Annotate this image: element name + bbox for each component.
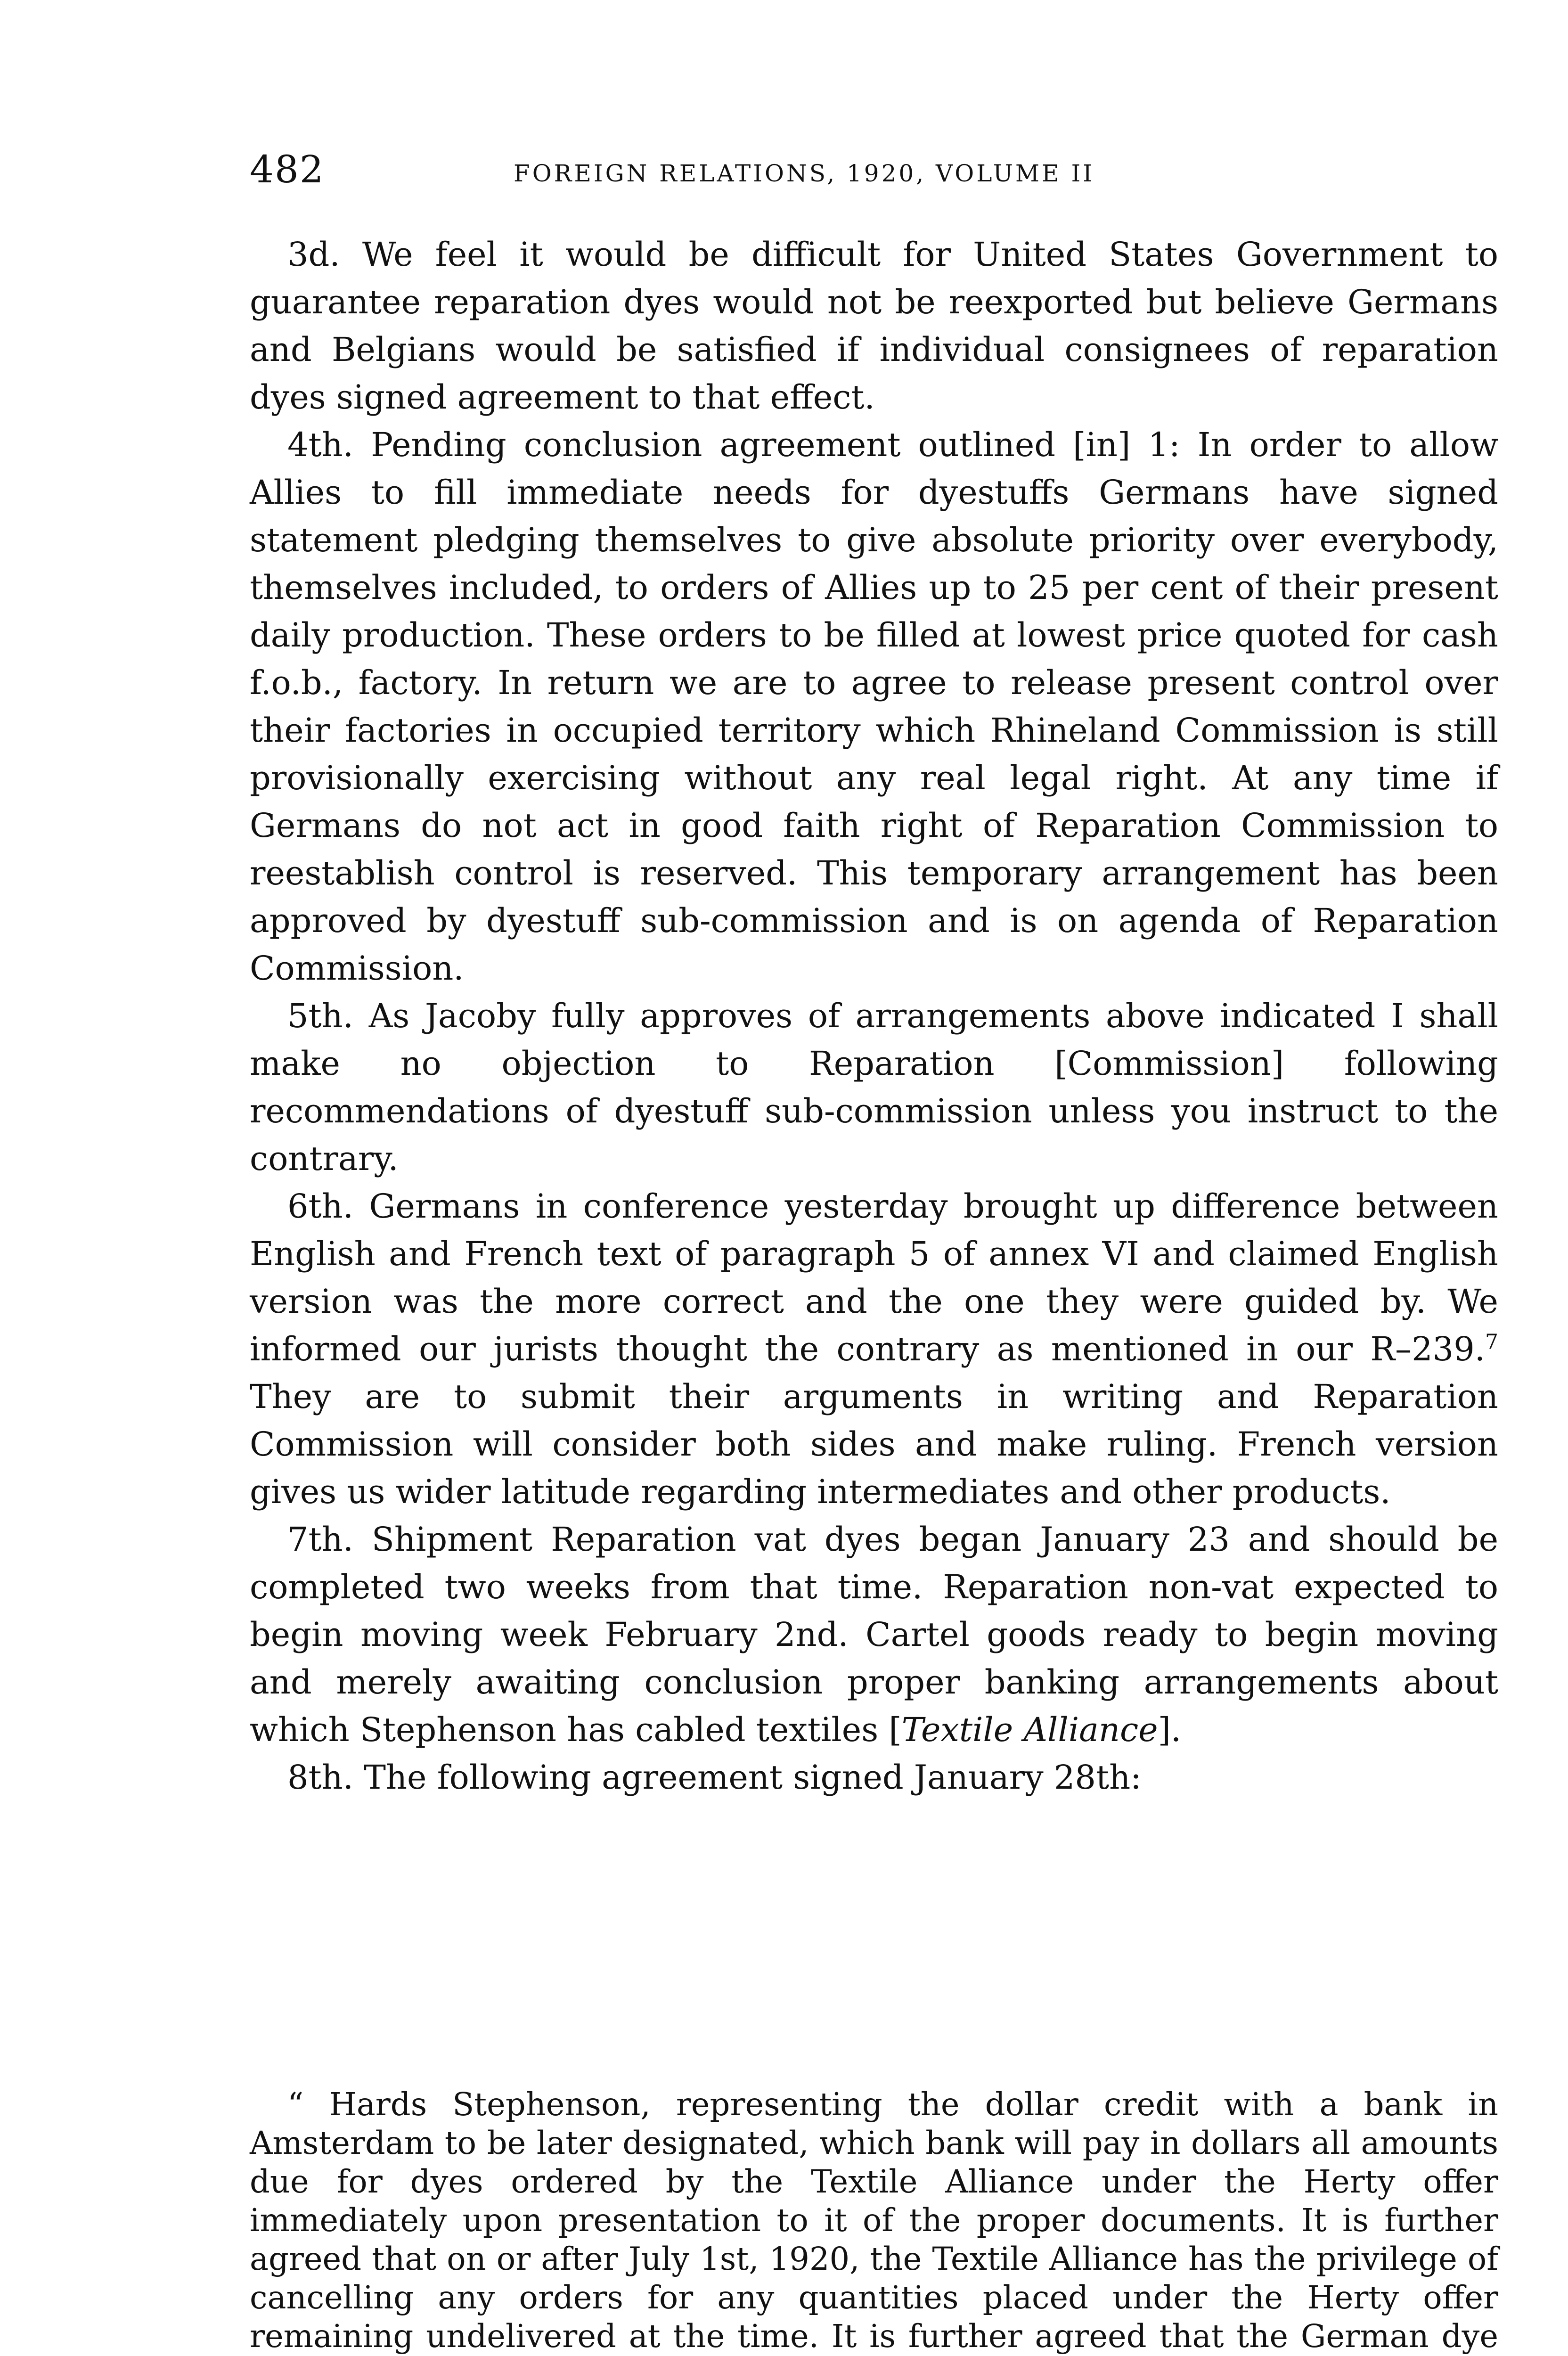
agreement-quote-text: “ Hards Stephenson, representing the dollar credit with a bank in Amsterdam to be later designated, which bank will pay in dollars all amounts due for dyes ordered by the Textile Alliance under the Herty offer immediately upon presentation to it of the proper documents. It is further agreed that on or after July 1st, 1920, the Textile Alliance has the privilege of cancelling any orders for any quantities placed under the Herty offer remaining undelivered at the time. It is further agreed that the German dye — [250, 2086, 1498, 2355]
agreement-quote — [250, 2085, 1498, 2356]
footnote-reference: 7 — [1485, 1330, 1498, 1354]
paragraph-6th — [250, 1183, 1498, 1516]
paragraph-7th-text-after: ]. — [1158, 1710, 1182, 1749]
page-header — [250, 144, 1503, 196]
paragraph-7th — [250, 1516, 1498, 1754]
paragraph-3d: 3d. We feel it would be difficult for United States Government to guarantee reparation dyes would not be reexported but believe Germans and Belgians would be satisfied if individual consignees of reparation dyes signed agreement to that effect. — [250, 235, 1498, 417]
body-text — [250, 231, 1498, 1801]
paragraph-4th: 4th. Pending conclusion agreement outlined [in] 1: In order to allow Allies to fill immediate needs for dyestuffs Germans have signed statement pledging themselves to give absolute priority over everybody, themselves included, to orders of Allies up to 25 per cent of their present daily production. These orders to be filled at lowest price quoted for cash f.o.b., factory. In return we are to agree to release present control over their factories in occupied territory which Rhineland Commission is still provisionally exercising without any real legal right. At any time if Germans do not act in good faith right of Reparation Commission to reestablish control is reserved. This temporary arrangement has been approved by dyestuff sub-commission and is on agenda of Reparation Commission. — [250, 425, 1498, 988]
paragraph-7th-italic: Textile Alliance — [901, 1710, 1158, 1749]
running-title: FOREIGN RELATIONS, 1920, VOLUME II — [514, 160, 1094, 187]
paragraph-5th: 5th. As Jacoby fully approves of arrangements above indicated I shall make no objection to Reparation [Commission] following recommendations of dyestuff sub-commission unless you instruct to the contrary. — [250, 997, 1498, 1178]
paragraph-7th-text-before: 7th. Shipment Reparation vat dyes began January 23 and should be completed two weeks from that time. Reparation non-vat expected to begin moving week February 2nd. Cartel goods ready to begin moving and merely awaiting conclusion proper banking arrangements about which Stephenson has cabled textiles [ — [250, 1520, 1498, 1749]
paragraph-8th: 8th. The following agreement signed January 28th: — [287, 1758, 1142, 1797]
paragraph-6th-text-after: They are to submit their arguments in writing and Reparation Commission will consider both sides and make ruling. French version gives us wider latitude regarding intermediates and other products. — [250, 1377, 1498, 1511]
paragraph-6th-text-before: 6th. Germans in conference yesterday brought up difference between English and French text of paragraph 5 of annex VI and claimed English version was the more correct and the one they were guided by. We informed our jurists thought the contrary as mentioned in our R–239. — [250, 1187, 1498, 1368]
page-number: 482 — [250, 147, 325, 191]
